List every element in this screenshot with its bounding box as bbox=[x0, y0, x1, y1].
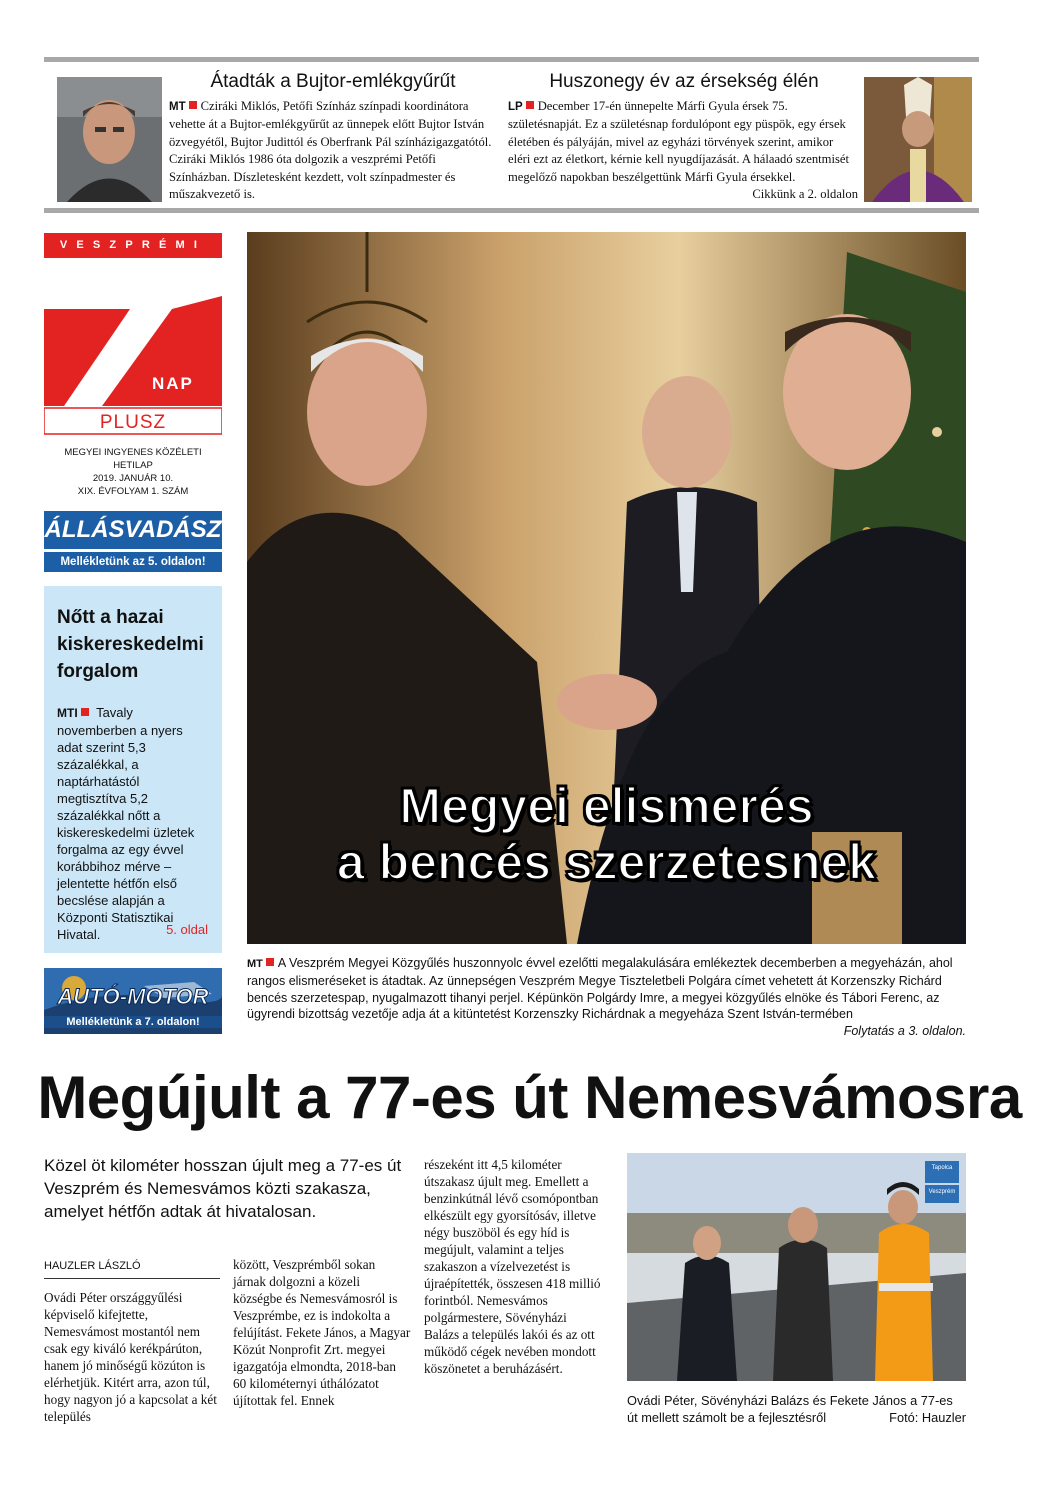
teaser-1-body bbox=[169, 98, 492, 203]
sidebar-story-ref[interactable]: 5. oldal bbox=[166, 922, 208, 937]
allasvadasz-sub[interactable]: Mellékletünk az 5. oldalon! bbox=[44, 552, 222, 572]
sidebar-story-text: Tavaly novemberben a nyers adat szerint 5,3 százalékkal, a naptárhatástól megtisztítva 5,2 százalékkal nőtt a kiskereskedelmi üzletek forgalma az egy évvel korábbihoz mérve – jelentette hétfőn első becslése alapján a Központi Statisztikai Hivatal. bbox=[57, 705, 195, 942]
lead-caption bbox=[247, 955, 966, 1040]
lead-photo bbox=[247, 232, 966, 944]
teaser-2-body bbox=[508, 98, 858, 203]
masthead-nap: NAP bbox=[152, 374, 194, 393]
lead-caption-continuation[interactable]: Folytatás a 3. oldalon. bbox=[843, 1024, 966, 1039]
teaser-2-photo bbox=[864, 77, 972, 202]
teaser-1-source: MT bbox=[169, 101, 186, 113]
road-lead: Közel öt kilométer hosszan újult meg a 77-es út Veszprém és Nemesvámos közti szakasza, amelyet hétfőn adtak át hivatalosan. bbox=[44, 1156, 402, 1221]
sidebar-story-body bbox=[57, 704, 207, 943]
road-byline: HAUZLER LÁSZLÓ bbox=[44, 1260, 220, 1279]
masthead-date: 2019. JANUÁR 10. bbox=[92, 473, 174, 484]
teaser-2-source: LP bbox=[508, 101, 523, 113]
road-sign-2: Veszprém bbox=[928, 1189, 956, 1195]
red-square-icon bbox=[189, 101, 197, 109]
lead-caption-source: MT bbox=[247, 958, 263, 970]
road-col-2 bbox=[233, 1256, 411, 1409]
lead-caption-text: A Veszprém Megyei Közgyűlés huszonnyolc évvel ezelőtti megalakulására emlékeztek decemberben a megyeházán, ahol rangos elismeréseket is átadtak. Az ünnepségen Veszprém Megye Tiszteletbeli Polgára címet vehetett át Korzenszky Richárd bencés szerzetespap, nyugalmazott tihanyi perjel. Képünkön Polgárdy Imre, a megyei közgyűlés elnöke és Tábori Ferenc, az ügyrendi bizottság vezetője adja át a kitüntetést Korzenszky Richárdnak a megyeháza Szent István-termében bbox=[247, 956, 953, 1022]
teaser-2-ref[interactable]: Cikkünk a 2. oldalon bbox=[752, 187, 858, 202]
red-square-icon bbox=[81, 708, 89, 716]
lead-headline bbox=[247, 778, 966, 890]
red-square-icon bbox=[526, 101, 534, 109]
top-rule bbox=[44, 57, 979, 62]
road-col-1 bbox=[44, 1289, 220, 1425]
auto-motor-sub: Mellékletünk a 7. oldalon! bbox=[44, 1016, 222, 1028]
allasvadasz-banner[interactable]: ÁLLÁSVADÁSZ bbox=[44, 511, 222, 549]
teaser-2-title: Huszonegy év az érsekség élén bbox=[549, 71, 819, 92]
masthead-city-bar: VESZPRÉMI bbox=[44, 233, 222, 258]
road-photo bbox=[627, 1153, 966, 1381]
road-col-2-text: között, Veszprémből sokan járnak dolgozni a közeli községbe és Nemesvámosról is Veszprémbe, ez is indokolta a felújítást. Fekete János, a Magyar Közút Nonprofit Zrt. megyei igazgatója elmondta, 2018-ban 60 kilométernyi úthálózatot újítottak fel. Ennek bbox=[233, 1257, 411, 1408]
sidebar-story-title: Nőtt a hazai kiskereskedelmi forgalom bbox=[57, 607, 204, 682]
auto-motor-title: AUTÓ-MOTOR bbox=[57, 984, 209, 1009]
red-square-icon bbox=[266, 958, 274, 966]
auto-motor-banner[interactable] bbox=[44, 968, 222, 1034]
teaser-2-text: December 17-én ünnepelte Márfi Gyula érsek 75. születésnapját. Ez a születésnap fordulópont egy püspök, egy érsek életében és pályáján, mivel az egyházi törvények szerint, amikor eléri ezt az életkort, kérnie kell nyugdíjazását. A hálaadó szentmisét megelőző napokban beszélgettünk Márfi Gyula érsekkel. bbox=[508, 99, 849, 184]
road-col-3-text: részeként itt 4,5 kilométer útszakasz újult meg. Emellett a benzinkútnál lévő csomópontban elkészült egy gyorsítósáv, illetve négy buszöböl és egy híd is megújult, valamint a teljes szakaszon a vízelvezetést is újraépítették, összesen 418 millió forintból. Nemesvámos polgármestere, Sövényházi Balázs a település lakói és az ott működő cégek nevében mondott köszönetet a beruházásért. bbox=[424, 1157, 601, 1376]
lead-headline-line-1: Megyei elismerés bbox=[399, 778, 814, 834]
road-photo-caption bbox=[627, 1393, 966, 1427]
masthead-plusz: PLUSZ bbox=[99, 412, 167, 433]
road-headline: Megújult a 77-es út Nemesvámosra bbox=[37, 1064, 1022, 1131]
road-photo-caption-text: Ovádi Péter, Sövényházi Balázs és Fekete János a 77-es út mellett számolt be a fejlesztésről bbox=[627, 1393, 953, 1425]
road-col-3 bbox=[424, 1156, 602, 1377]
teaser-1-title: Átadták a Bujtor-emlékgyűrűt bbox=[210, 71, 456, 92]
masthead-subtitle: MEGYEI INGYENES KÖZÉLETI HETILAP bbox=[64, 447, 202, 471]
masthead-meta bbox=[44, 446, 222, 498]
masthead-issue: XIX. ÉVFOLYAM 1. SZÁM bbox=[77, 486, 189, 497]
teaser-bottom-rule bbox=[44, 208, 979, 213]
sidebar-story-source: MTI bbox=[57, 706, 78, 720]
lead-headline-line-2: a bencés szerzetesnek bbox=[336, 834, 877, 890]
masthead-number bbox=[44, 290, 45, 291]
teaser-1-text: Cziráki Miklós, Petőfi Színház színpadi koordinátora vehette át a Bujtor-emlékgyűrűt az ünnepek előtt Bujtor István özvegyétől, Bujtor Judittól és Oberfrank Pál színházigazgatótól. Cziráki Miklós 1986 óta dolgozik a veszprémi Petőfi Színházban. Díszletesként kezdett, volt színpadmester és műszakvezető is. bbox=[169, 99, 492, 202]
road-col-1-text: Ovádi Péter országgyűlési képviselő kifejtette, Nemesvámost mostantól nem csak egy kiváló kerékpárúton, hanem jó minőségű közúton is elérhetjük. Kitért arra, azon túl, hogy nagyon jó a kapcsolat a két település bbox=[44, 1290, 217, 1424]
road-photo-credit: Fotó: Hauzler bbox=[889, 1409, 966, 1425]
teaser-1-photo bbox=[57, 77, 162, 202]
road-sign-1: Tapolca bbox=[931, 1165, 953, 1171]
